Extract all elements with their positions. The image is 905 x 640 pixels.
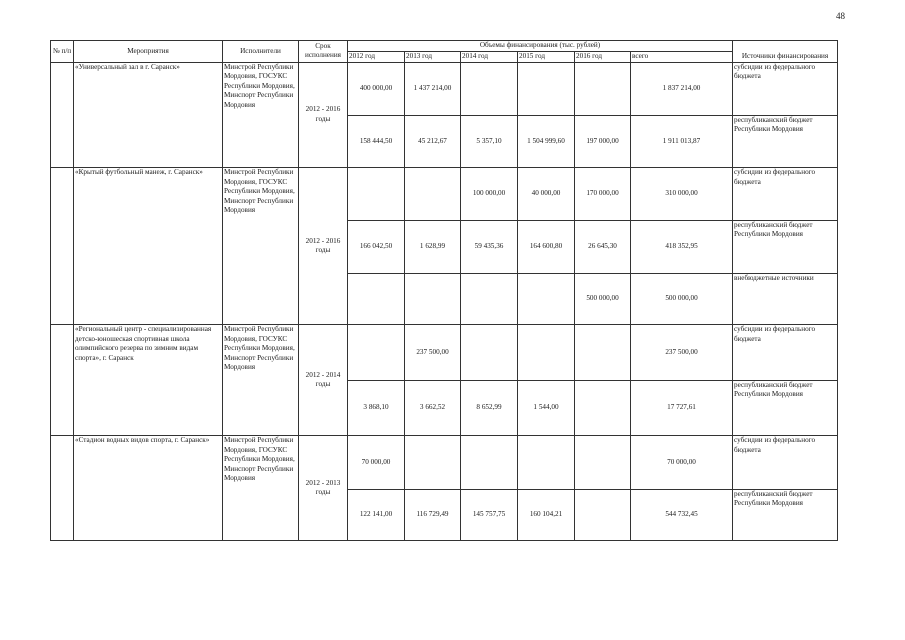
total-cell: 418 352,95 — [631, 220, 733, 273]
value-cell: 158 444,50 — [348, 115, 405, 167]
header-event: Мероприятия — [74, 41, 223, 63]
value-cell — [348, 274, 405, 325]
value-cell: 8 652,99 — [461, 380, 518, 435]
event-name: «Стадион водных видов спорта, г. Саранск» — [74, 436, 223, 541]
executors: Минстрой Республики Мордовия, ГОСУКС Республики Мордовия, Минспорт Республики Мордовия — [223, 168, 299, 325]
header-year: 2014 год — [461, 52, 518, 63]
period: 2012 - 2016 годы — [299, 168, 348, 325]
value-cell: 70 000,00 — [348, 436, 405, 489]
table-row — [51, 62, 838, 115]
funding-source: субсидии из федерального бюджета — [733, 436, 838, 489]
header-year: 2016 год — [575, 52, 631, 63]
funding-source: республиканский бюджет Республики Мордовия — [733, 380, 838, 435]
header-year: 2015 год — [518, 52, 575, 63]
value-cell — [575, 325, 631, 380]
event-name: «Крытый футбольный манеж, г. Саранск» — [74, 168, 223, 325]
value-cell: 1 628,99 — [405, 220, 461, 273]
header-volumes: Объемы финансирования (тыс. рублей) — [348, 41, 733, 52]
header-sources: Источники финансирования — [733, 41, 838, 63]
header-year-total: всего — [631, 52, 733, 63]
header-term: Срок исполнения — [299, 41, 348, 63]
value-cell: 237 500,00 — [405, 325, 461, 380]
value-cell: 3 868,10 — [348, 380, 405, 435]
value-cell: 400 000,00 — [348, 62, 405, 115]
value-cell — [575, 436, 631, 489]
value-cell — [575, 489, 631, 540]
value-cell — [518, 436, 575, 489]
value-cell: 26 645,30 — [575, 220, 631, 273]
value-cell: 1 504 999,60 — [518, 115, 575, 167]
page-number: 48 — [836, 11, 845, 21]
value-cell — [461, 274, 518, 325]
funding-source: внебюджетные источники — [733, 274, 838, 325]
value-cell: 122 141,00 — [348, 489, 405, 540]
value-cell — [348, 325, 405, 380]
value-cell: 40 000,00 — [518, 168, 575, 220]
value-cell — [405, 436, 461, 489]
value-cell: 1 437 214,00 — [405, 62, 461, 115]
value-cell — [575, 380, 631, 435]
value-cell: 197 000,00 — [575, 115, 631, 167]
funding-source: субсидии из федерального бюджета — [733, 62, 838, 115]
event-name: «Региональный центр - специализированная детско-юношеская спортивная школа олимпийского резерва по зимним видам спорта», г. Саранск — [74, 325, 223, 436]
row-number — [51, 325, 74, 436]
total-cell: 17 727,61 — [631, 380, 733, 435]
value-cell: 160 104,21 — [518, 489, 575, 540]
value-cell — [518, 325, 575, 380]
value-cell — [518, 62, 575, 115]
header-year: 2013 год — [405, 52, 461, 63]
total-cell: 1 911 013,87 — [631, 115, 733, 167]
total-cell: 310 000,00 — [631, 168, 733, 220]
total-cell: 70 000,00 — [631, 436, 733, 489]
executors: Минстрой Республики Мордовия, ГОСУКС Республики Мордовия, Минспорт Республики Мордовия — [223, 325, 299, 436]
value-cell: 145 757,75 — [461, 489, 518, 540]
value-cell — [405, 274, 461, 325]
value-cell — [461, 62, 518, 115]
header-year: 2012 год — [348, 52, 405, 63]
executors: Минстрой Республики Мордовия, ГОСУКС Республики Мордовия, Минспорт Республики Мордовия — [223, 436, 299, 541]
value-cell: 500 000,00 — [575, 274, 631, 325]
value-cell — [575, 62, 631, 115]
funding-source: республиканский бюджет Республики Мордовия — [733, 115, 838, 167]
value-cell: 45 212,67 — [405, 115, 461, 167]
funding-source: республиканский бюджет Республики Мордовия — [733, 220, 838, 273]
value-cell: 1 544,00 — [518, 380, 575, 435]
funding-source: субсидии из федерального бюджета — [733, 168, 838, 220]
row-number — [51, 436, 74, 541]
value-cell: 166 042,50 — [348, 220, 405, 273]
table-row — [51, 168, 838, 220]
total-cell: 544 732,45 — [631, 489, 733, 540]
value-cell: 170 000,00 — [575, 168, 631, 220]
executors: Минстрой Республики Мордовия, ГОСУКС Республики Мордовия, Минспорт Республики Мордовия — [223, 62, 299, 168]
period: 2012 - 2013 годы — [299, 436, 348, 541]
value-cell: 59 435,36 — [461, 220, 518, 273]
row-number — [51, 168, 74, 325]
total-cell: 500 000,00 — [631, 274, 733, 325]
table-row — [51, 325, 838, 380]
value-cell: 3 662,52 — [405, 380, 461, 435]
value-cell — [518, 274, 575, 325]
table-row — [51, 436, 838, 489]
header-num: № п/п — [51, 41, 74, 63]
row-number — [51, 62, 74, 168]
value-cell — [461, 436, 518, 489]
value-cell: 116 729,49 — [405, 489, 461, 540]
value-cell: 100 000,00 — [461, 168, 518, 220]
value-cell — [348, 168, 405, 220]
header-executors: Исполнители — [223, 41, 299, 63]
value-cell — [405, 168, 461, 220]
funding-source: республиканский бюджет Республики Мордовия — [733, 489, 838, 540]
total-cell: 237 500,00 — [631, 325, 733, 380]
total-cell: 1 837 214,00 — [631, 62, 733, 115]
value-cell: 164 600,80 — [518, 220, 575, 273]
event-name: «Универсальный зал в г. Саранск» — [74, 62, 223, 168]
value-cell: 5 357,10 — [461, 115, 518, 167]
period: 2012 - 2014 годы — [299, 325, 348, 436]
value-cell — [461, 325, 518, 380]
financing-table — [50, 40, 838, 541]
period: 2012 - 2016 годы — [299, 62, 348, 168]
funding-source: субсидии из федерального бюджета — [733, 325, 838, 380]
